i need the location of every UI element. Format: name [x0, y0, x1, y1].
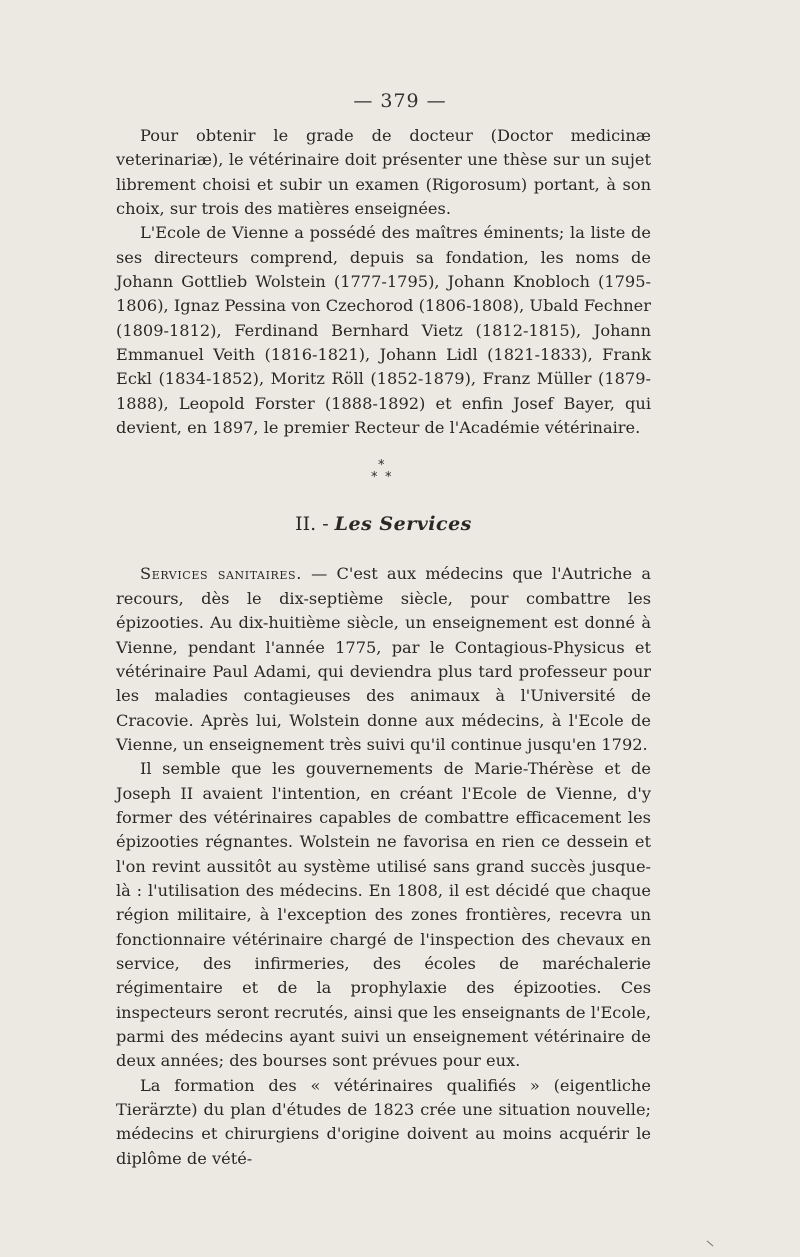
paragraph-sanitary-services-text: — C'est aux médecins que l'Autriche a recours, dès le dix-septième siècle, pour combattre les épizooties. Au dix-huitième siècle, un enseignement est donné à Vienne, pendant l'année 1775, par le Contagious-Physicus et vétérinaire Paul Adami, qui deviendra plus tard professeur pour les maladies contagieuses des animaux à l'Université de Cracovie. Après lui, Wolstein donne aux médecins, à l'Ecole de Vienne, un enseignement très suivi qu'il continue jusqu'en 1792.: [116, 564, 651, 754]
paragraph-governments: Il semble que les gouvernements de Marie-Thérèse et de Joseph II avaient l'intention, en créant l'Ecole de Vienne, d'y former des vétérinaires capables de combattre efficacement les épizooties régnantes. Wolstein ne favorisa en rien ce dessein et l'on revint aussitôt au système utilisé sans grand succès jusque-là : l'utilisation des médecins. En 1808, il est décidé que chaque région militaire, à l'exception des zones frontières, recevra un fonctionnaire vétérinaire chargé de l'inspection des chevaux en service, des infirmeries, des écoles de maréchalerie régimentaire et de la prophylaxie des épizooties. Ces inspecteurs seront recrutés, ainsi que les enseignants de l'Ecole, parmi des médecins ayant suivi un enseignement vétérinaire de deux années; des bourses sont prévues pour eux.: [116, 759, 651, 1071]
paragraph-qualified-veterinarians: La formation des « vétérinaires qualifiés » (eigentliche Tierärzte) du plan d'études de 1823 crée une situation nouvelle; médecins et chirurgiens d'origine doivent au moins acquérir le diplôme de vété-: [116, 1075, 651, 1168]
section-heading: [116, 512, 651, 562]
section-title: Les Services: [334, 513, 472, 536]
paragraph-doctorate: Pour obtenir le grade de docteur (Doctor medicinæ veterinariæ), le vétérinaire doit présenter une thèse sur un sujet librement choisi et subir un examen (Rigorosum) portant, à son choix, sur trois des matières enseignées.: [116, 126, 651, 219]
asterisk-top: *: [378, 458, 385, 474]
scan-mark: [707, 1241, 714, 1247]
paragraph-sanitary-services: [116, 562, 651, 757]
section-separator: [116, 452, 651, 492]
body-text: [116, 124, 651, 1171]
section-number: II. -: [295, 513, 335, 536]
asterisk-right: *: [385, 470, 392, 486]
run-in-heading: Services sanitaires.: [140, 564, 302, 584]
paragraph-vienna-directors: L'Ecole de Vienne a possédé des maîtres éminents; la liste de ses directeurs comprend, depuis sa fondation, les noms de Johann Gottlieb Wolstein (1777-1795), Johann Knobloch (1795-1806), Ignaz Pessina von Czechorod (1806-1808), Ubald Fechner (1809-1812), Ferdinand Bernhard Vietz (1812-1815), Johann Emmanuel Veith (1816-1821), Johann Lidl (1821-1833), Frank Eckl (1834-1852), Moritz Röll (1852-1879), Franz Müller (1879-1888), Leopold Forster (1888-1892) et enfin Josef Bayer, qui devient, en 1897, le premier Recteur de l'Académie vétérinaire.: [116, 223, 651, 438]
page-number: — 379 —: [353, 90, 447, 112]
asterisk-left: *: [371, 470, 378, 486]
